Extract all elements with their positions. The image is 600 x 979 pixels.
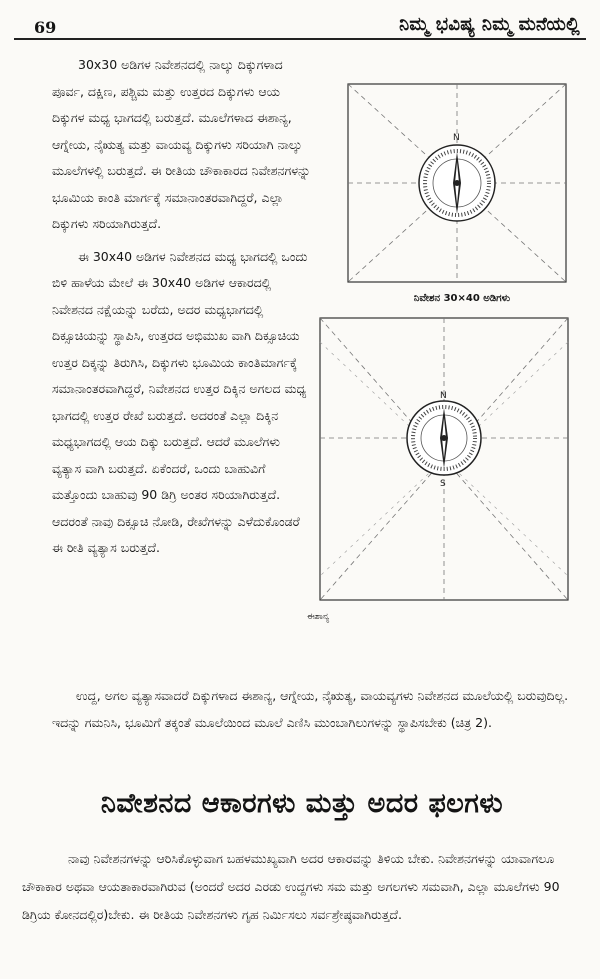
figure-rectangular-plot	[312, 312, 582, 612]
rectangular-plot-diagram	[312, 312, 582, 612]
paragraph-plot-shapes: ನಾವು ನಿವೇಶನಗಳನ್ನು ಆರಿಸಿಕೊಳ್ಳುವಾಗ ಬಹಳಮುಖ್ಯವಾಗಿ ಅದರ ಆಕಾರವನ್ನು ತಿಳಿಯ ಬೇಕು. ನಿವೇಶನಗಳನ್ನು ಯಾವಾಗಲೂ ಚೌಕಾಕಾರ ಅಥವಾ ಆಯತಾಕಾರವಾಗಿರುವ (ಅಂದರೆ ಅದರ ಎರಡು ಉದ್ದಗಳು ಸಮ ಮತ್ತು ಅಗಲಗಳು ಸಮವಾಗಿ, ಎಲ್ಲಾ ಮೂಲೆಗಳು 90 ಡಿಗ್ರಿಯ ಕೋನದಲ್ಲಿರ)ಬೇಕು. ಈ ರೀತಿಯ ನಿವೇಶನಗಳು ಗೃಹ ನಿರ್ಮಿಸಲು ಸರ್ವಶ್ರೇಷ್ಠವಾಗಿರುತ್ತದೆ.	[22, 851, 560, 922]
compass-icon	[419, 145, 495, 221]
compass-south-label: S	[440, 479, 446, 489]
square-plot-diagram	[342, 80, 572, 288]
figure-square-plot	[342, 80, 572, 288]
compass-north-label: N	[440, 391, 447, 401]
bottom-text	[22, 845, 578, 929]
figure-corner-label: ಈಶಾನ್ಯ	[307, 612, 330, 622]
compass-north-label: N	[453, 133, 460, 143]
page-number: 69	[34, 18, 57, 37]
paragraph-square-plot: 30x30 ಅಡಿಗಳ ನಿವೇಶನದಲ್ಲಿ ನಾಲ್ಕು ದಿಕ್ಕುಗಳಾದ ಪೂರ್ವ, ದಕ್ಷಿಣ, ಪಶ್ಚಿಮ ಮತ್ತು ಉತ್ತರದ ದಿಕ್ಕುಗಳು ಆಯ ದಿಕ್ಕುಗಳ ಮಧ್ಯ ಭಾಗದಲ್ಲಿ ಬರುತ್ತದೆ. ಮೂಲೆಗಳಾದ ಈಶಾನ್ಯ, ಆಗ್ನೇಯ, ನೈಋತ್ಯ ಮತ್ತು ವಾಯವ್ಯ ದಿಕ್ಕುಗಳು ಸರಿಯಾಗಿ ನಾಲ್ಕು ಮೂಲೆಗಳಲ್ಲಿ ಬರುತ್ತದೆ. ಈ ರೀತಿಯ ಚೌಕಾಕಾರದ ನಿವೇಶನಗಳನ್ನು ಭೂಮಿಯ ಕಾಂತಿ ಮಾರ್ಗಕ್ಕೆ ಸಮಾನಾಂತರವಾಗಿದ್ದರೆ, ಎಲ್ಲಾ ದಿಕ್ಕುಗಳು ಸರಿಯಾಗಿರುತ್ತದೆ.	[52, 57, 311, 231]
figure-caption: ನಿವೇಶನ 30×40 ಅಡಿಗಳು	[413, 293, 511, 304]
paragraph-length-width: ಉದ್ದ, ಅಗಲ ವ್ಯತ್ಯಾಸವಾದರೆ ದಿಕ್ಕುಗಳಾದ ಈಶಾನ್ಯ, ಆಗ್ನೇಯ, ನೈಋತ್ಯ, ವಾಯವ್ಯಗಳು ನಿವೇಶನದ ಮೂಲೆಯಲ್ಲಿ ಬರುವುದಿಲ್ಲ. ಇದನ್ನು ಗಮನಿಸಿ, ಭೂಮಿಗೆ ತಕ್ಕಂತೆ ಮೂಲೆಯಿಂದ ಮೂಲೆ ಎಣಿಸಿ ಮುಂಬಾಗಿಲುಗಳನ್ನು ಸ್ಥಾಪಿಸಬೇಕು (ಚಿತ್ರ 2).	[52, 688, 569, 730]
running-title: ನಿಮ್ಮ ಭವಿಷ್ಯ ನಿಮ್ಮ ಮನೆಯಲ್ಲಿ	[399, 14, 580, 35]
section-heading: ನಿವೇಶನದ ಆಕಾರಗಳು ಮತ್ತು ಅದರ ಫಲಗಳು	[100, 788, 504, 819]
compass-icon	[407, 401, 481, 475]
full-width-text	[52, 683, 572, 736]
left-column-text	[52, 52, 312, 568]
paragraph-compass-method: ಈ 30x40 ಅಡಿಗಳ ನಿವೇಶನದ ಮಧ್ಯ ಭಾಗದಲ್ಲಿ ಒಂದು ಬಿಳಿ ಹಾಳೆಯ ಮೇಲೆ ಈ 30x40 ಅಡಿಗಳ ಆಕಾರದಲ್ಲಿ ನಿವೇಶನದ ನಕ್ಷೆಯನ್ನು ಬರೆದು, ಅದರ ಮಧ್ಯಭಾಗದಲ್ಲಿ ದಿಕ್ಸೂಚಿಯನ್ನು ಸ್ಥಾಪಿಸಿ, ಉತ್ತರದ ಅಭಿಮುಖ ವಾಗಿ ದಿಕ್ಸೂಚಿಯ ಉತ್ತರ ದಿಕ್ಕನ್ನು ತಿರುಗಿಸಿ, ದಿಕ್ಕುಗಳು ಭೂಮಿಯ ಕಾಂತಿಮಾರ್ಗಕ್ಕೆ ಸಮಾನಾಂತರವಾಗಿದ್ದರೆ, ನಿವೇಶನದ ಉತ್ತರ ದಿಕ್ಕಿನ ಅಗಲದ ಮಧ್ಯ ಭಾಗದಲ್ಲಿ ಉತ್ತರ ರೇಖೆ ಬರುತ್ತದೆ. ಅದರಂತೆ ಎಲ್ಲಾ ದಿಕ್ಕಿನ ಮಧ್ಯಭಾಗದಲ್ಲಿ ಆಯ ದಿಕ್ಕು ಬರುತ್ತದೆ. ಆದರೆ ಮೂಲೆಗಳು ವ್ಯತ್ಯಾಸ ವಾಗಿ ಬರುತ್ತದೆ. ಏಕೆಂದರೆ, ಒಂದು ಬಾಹುವಿಗೆ ಮತ್ತೊಂದು ಬಾಹುವು 90 ಡಿಗ್ರಿ ಅಂತರ ಸರಿಯಾಗಿರುತ್ತದೆ. ಆದರಂತೆ ನಾವು ದಿಕ್ಸೂಚಿ ನೋಡಿ, ರೇಖೆಗಳನ್ನು ಎಳೆದುಕೊಂಡರೆ ಈ ರೀತಿ ವ್ಯತ್ಯಾಸ ಬರುತ್ತದೆ.	[52, 248, 308, 555]
page-header	[14, 8, 586, 40]
